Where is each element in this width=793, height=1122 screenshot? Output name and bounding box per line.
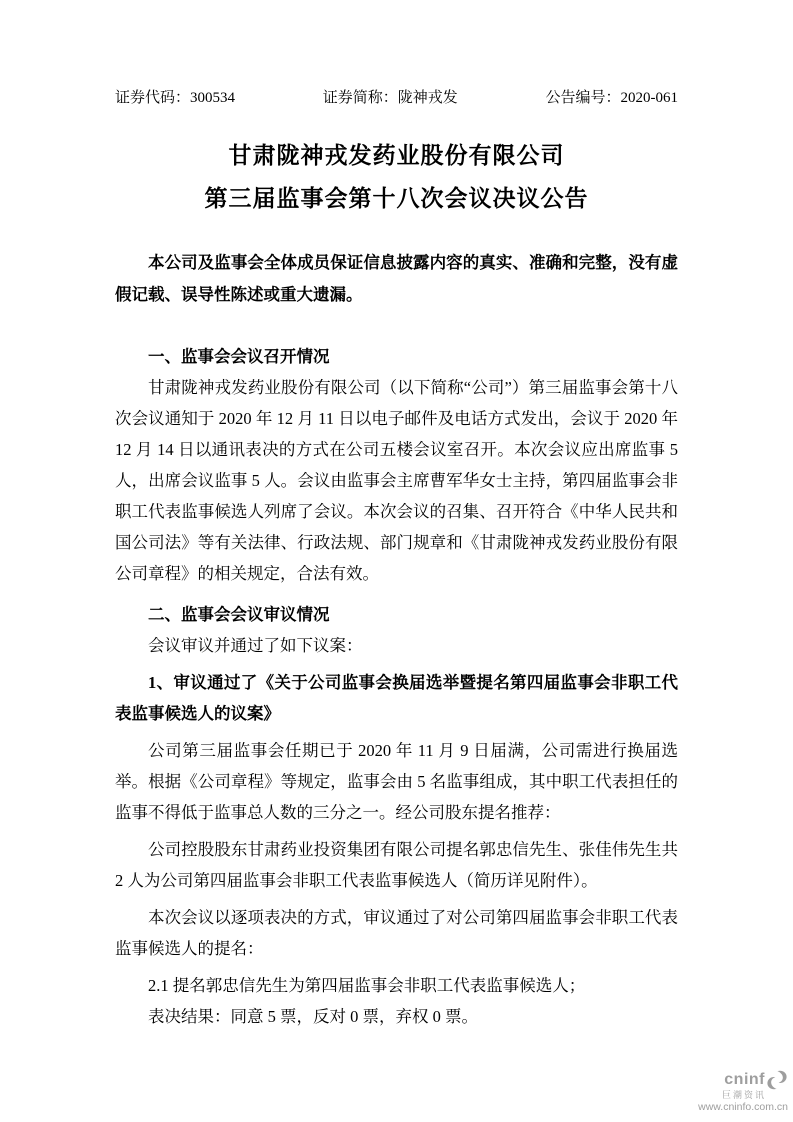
announcement-number: 公告编号：2020-061 (545, 90, 678, 106)
document-header (115, 88, 678, 108)
nomination-item-2-1: 2.1 提名郭忠信先生为第四届监事会非职工代表监事候选人； (148, 976, 586, 995)
cninfo-swirl-icon (766, 1070, 788, 1090)
section2-heading: 二、监事会会议审议情况 (148, 605, 330, 624)
cninfo-watermark (688, 1070, 788, 1114)
section2-paragraph-voting-method: 本次会议以逐项表决的方式，审议通过了对公司第四届监事会非职工代表监事候选人的提名： (115, 908, 678, 958)
section2-paragraph-nomination: 公司控股股东甘肃药业投资集团有限公司提名郭忠信先生、张佳伟先生共 2 人为公司第四届监事会非职工代表监事候选人（简历详见附件）。 (115, 840, 678, 890)
section1-paragraph: 甘肃陇神戎发药业股份有限公司（以下简称“公司”）第三届监事会第十八次会议通知于 2020 年 12 月 11 日以电子邮件及电话方式发出，会议于 2020 年 12 月 14 日以通讯表决的方式在公司五楼会议室召开。本次会议应出席监事 5 人，出席会议监事 5 人。会议由监事会主席曹军华女士主持，第四届监事会非职工代表监事候选人列席了会议。本次会议的召集、召开符合《中华人民共和国公司法》等有关法律、行政法规、部门规章和《甘肃陇神戎发药业股份有限公司章程》的相关规定，合法有效。 (115, 378, 678, 583)
stock-abbr: 证券简称：陇神戎发 (322, 90, 458, 106)
cninfo-chinese-name: 巨潮资讯 (721, 1089, 766, 1100)
section2-paragraph-term-expiry: 公司第三届监事会任期已于 2020 年 11 月 9 日届满，公司需进行换届选举。根据《公司章程》等规定，监事会由 5 名监事组成，其中职工代表担任的监事不得低于监事总人数的三分之一。经公司股东提名推荐： (115, 741, 678, 822)
cninfo-website-url: www.cninfo.com.cn (698, 1101, 788, 1114)
document-title-line1: 甘肃陇神戎发药业股份有限公司 (228, 143, 565, 168)
section1-heading: 一、监事会会议召开情况 (148, 347, 330, 366)
section2-intro: 会议审议并通过了如下议案： (148, 636, 363, 655)
document-title-line2: 第三届监事会第十八次会议决议公告 (204, 186, 589, 211)
cninfo-logo (688, 1070, 788, 1090)
document-title (115, 134, 678, 220)
proposal1-title: 1、审议通过了《关于公司监事会换届选举暨提名第四届监事会非职工代表监事候选人的议案》 (115, 673, 678, 723)
vote-result-2-1: 表决结果：同意 5 票，反对 0 票，弃权 0 票。 (148, 1007, 478, 1026)
truthfulness-notice: 本公司及监事会全体成员保证信息披露内容的真实、准确和完整，没有虚假记载、误导性陈述或重大遗漏。 (115, 253, 678, 304)
stock-code: 证券代码：300534 (115, 90, 236, 106)
cninfo-logo-text: cninf (724, 1070, 765, 1088)
